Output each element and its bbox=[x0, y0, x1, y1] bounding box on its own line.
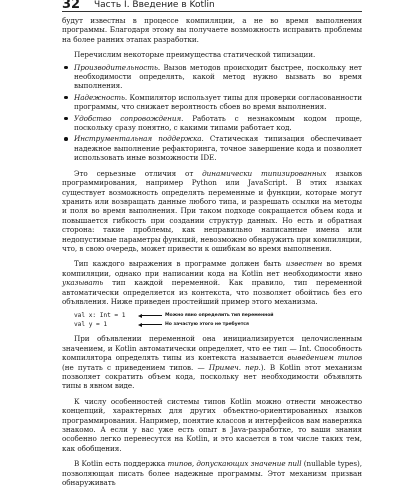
emphasis: Примеч. пер. bbox=[208, 362, 261, 372]
code-text: val x: Int = 1 bbox=[74, 312, 126, 320]
emphasis: указывать bbox=[62, 278, 104, 288]
list-item bbox=[62, 114, 362, 133]
running-title: Часть I. Введение в Kotlin bbox=[94, 0, 215, 10]
arrow-left-icon bbox=[138, 323, 162, 327]
list-item bbox=[62, 63, 362, 91]
emphasis: выведением типов bbox=[287, 353, 362, 363]
code-text: val y = 1 bbox=[74, 321, 108, 329]
benefit-term: Надежность. bbox=[74, 92, 128, 102]
text-run: (nullable types), позволяющая писать более надежные программы. Этот механизм призван обнаруживать bbox=[62, 459, 362, 487]
emphasis: динамически типизированных bbox=[202, 168, 327, 178]
text-run: При объявлении переменной она инициализируется целочисленным значением, и Kotlin автоматически определяет, что ее тип — Int. Способность компилятора определять типы из контекста называется bbox=[62, 334, 362, 363]
text-run: В Kotlin есть поддержка bbox=[74, 459, 168, 469]
text-run: ). В Kotlin этот механизм позволяет сократить объем кода, поскольку нет необходимости объявлять типы в явном виде. bbox=[62, 362, 363, 391]
emphasis: типов, допускающих значение null bbox=[167, 459, 302, 469]
text-run: во время компиляции, однако при написании кода на Kotlin нет необходимости явно bbox=[62, 259, 362, 278]
benefit-term: Производительность. bbox=[74, 62, 161, 72]
benefit-term: Инструментальная поддержка. bbox=[74, 134, 204, 144]
intro-paragraph: будут известны в процессе компиляции, а не во время выполнения программы. Благодаря этому вы получаете возможность исправить проблемы на более ранних этапах разработки. bbox=[62, 16, 362, 44]
arrow-left-icon bbox=[138, 314, 162, 318]
bullet-icon bbox=[64, 117, 68, 121]
benefits-lead: Перечислим некоторые преимущества статической типизации. bbox=[74, 50, 316, 60]
page-number: 32 bbox=[62, 0, 81, 12]
text-run: (не путать с приведением типов. — bbox=[62, 362, 209, 372]
concepts-paragraph: К числу особенностей системы типов Kotlin можно отнести множество концепций, характерных для других объектно-ориентированных языков программирования. Например, понятие классов и интерфейсов вам наверняка знакомо. А если у вас уже есть опыт в Java-разработке, то ваши знания особенно легко перенесутся на Kotlin, и это касается в том числе таких тем, как обобщения. bbox=[62, 396, 362, 453]
benefit-term: Удобство сопровождения. bbox=[74, 113, 184, 123]
text-run: Тип каждого выражения в программе должен быть bbox=[74, 259, 286, 269]
type-inference-intro-paragraph bbox=[62, 259, 362, 306]
code-example bbox=[74, 311, 362, 329]
bullet-icon bbox=[64, 137, 68, 141]
inference-paragraph bbox=[62, 334, 362, 390]
emphasis: известен bbox=[285, 259, 323, 269]
code-line bbox=[74, 311, 362, 320]
benefit-text: Статическая типизация обеспечивает надежное выполнение рефакторинга, точное завершение кода и позволяет использовать иные возможности IDE. bbox=[74, 134, 362, 163]
code-line bbox=[74, 320, 362, 329]
text-run: тип каждой переменной. Как правило, тип переменной автоматически определяется из контекста, что позволяет обойтись без его объявления. Ниже приведен простейший пример этого механизма. bbox=[62, 278, 362, 306]
text-run: Это серьезные отличия от bbox=[74, 168, 203, 178]
text-run: языков программирования, например Python или JavaScript. В этих языках существует возможность определять переменные и функции, которые могут хранить или возвращать данные любого типа, и разрешать ссылки на методы и поля во время выполнения. При таком подходе сокращается объем кода и повышается гибкость при создании структур данных. Но есть и обратная сторона: такие проблемы, как неправильно написанные имена или недопустимые параметры функций, невозможно обнаружить при компиляции, что, в свою очередь, может привести к ошибкам во время выполнения. bbox=[62, 168, 362, 253]
code-annotation: Можно явно определить тип переменной bbox=[165, 313, 274, 319]
dynamic-typing-paragraph bbox=[62, 169, 362, 254]
page-header bbox=[0, 0, 420, 12]
bullet-icon bbox=[64, 96, 68, 100]
benefits-list bbox=[62, 63, 362, 163]
benefit-text: Компилятор использует типы для проверки согласованности программы, что снижает вероятность сбоев во время выполнения. bbox=[74, 92, 362, 112]
list-item bbox=[62, 93, 362, 112]
nullable-paragraph bbox=[62, 459, 362, 487]
list-item bbox=[62, 134, 362, 162]
page-body bbox=[62, 16, 362, 487]
bullet-icon bbox=[64, 66, 68, 70]
code-annotation: Но зачастую этого не требуется bbox=[165, 322, 249, 328]
benefit-text: Работать с незнакомым кодом проще, поскольку сразу понятно, с какими типами работает код. bbox=[74, 113, 362, 133]
benefit-text: Вызов методов происходит быстрее, поскольку нет необходимости определять, какой метод нужно вызвать во время выполнения. bbox=[74, 62, 362, 91]
header-rule bbox=[62, 11, 362, 12]
